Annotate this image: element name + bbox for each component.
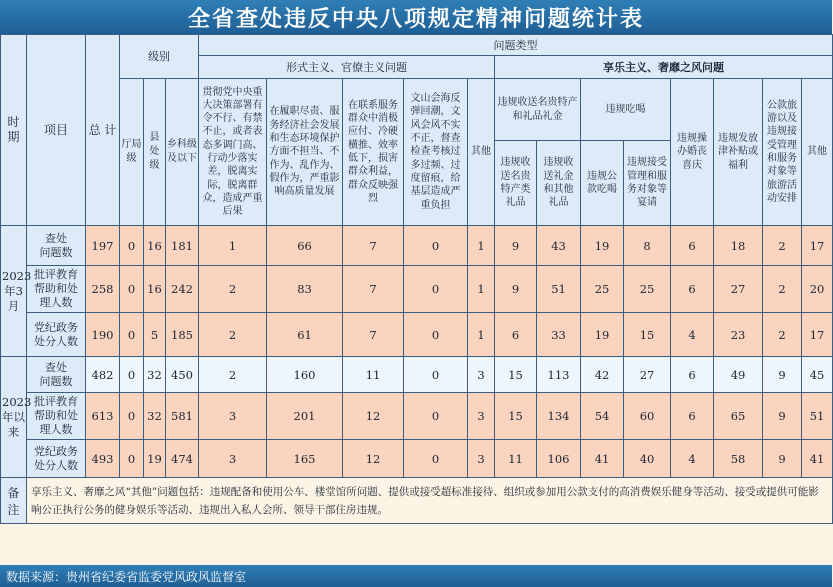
- value-cell: 0: [120, 226, 144, 266]
- value-cell: 11: [343, 357, 404, 393]
- value-cell: 1: [199, 226, 267, 266]
- table-row: [1, 357, 833, 393]
- header-formalism-service: 在联系服务群众中消极应付、冷硬横推、效率低下，损害群众利益，群众反映强烈: [343, 79, 404, 226]
- value-cell: 2: [199, 357, 267, 393]
- value-cell: 3: [199, 440, 267, 478]
- value-cell: 493: [86, 440, 120, 478]
- table-row: [1, 440, 833, 478]
- value-cell: 8: [624, 226, 671, 266]
- value-cell: 0: [404, 266, 468, 313]
- header-period: 时期: [1, 35, 27, 226]
- header-dining-public: 违规公款吃喝: [581, 141, 624, 226]
- value-cell: 181: [166, 226, 199, 266]
- value-cell: 25: [624, 266, 671, 313]
- value-cell: 3: [468, 357, 495, 393]
- note-row: [1, 478, 833, 524]
- source-bar: [0, 565, 832, 587]
- value-cell: 613: [86, 393, 120, 440]
- value-cell: 15: [495, 393, 537, 440]
- value-cell: 9: [763, 357, 802, 393]
- value-cell: 83: [267, 266, 343, 313]
- header-problem-type: 问题类型: [199, 35, 833, 56]
- table-row: [1, 266, 833, 313]
- value-cell: 0: [404, 226, 468, 266]
- value-cell: 19: [581, 226, 624, 266]
- row-item-label: 党纪政务 处分人数: [27, 313, 86, 357]
- value-cell: 61: [267, 313, 343, 357]
- header-formalism-other: 其他: [468, 79, 495, 226]
- value-cell: 33: [537, 313, 581, 357]
- value-cell: 6: [671, 357, 714, 393]
- value-cell: 0: [120, 393, 144, 440]
- value-cell: 474: [166, 440, 199, 478]
- row-item-label: 查处 问题数: [27, 357, 86, 393]
- table-row: [1, 313, 833, 357]
- value-cell: 15: [624, 313, 671, 357]
- value-cell: 4: [671, 313, 714, 357]
- header-weddings: 违规操办婚丧喜庆: [671, 79, 714, 226]
- value-cell: 482: [86, 357, 120, 393]
- value-cell: 450: [166, 357, 199, 393]
- header-formalism-decisions: 贯彻党中央重大决策部署有令不行、有禁不止，或者表态多调门高、行动少落实差，脱离实际，脱离群众，造成严重后果: [199, 79, 267, 226]
- value-cell: 49: [714, 357, 763, 393]
- header-gifts-specialty: 违规收送名贵特产类礼品: [495, 141, 537, 226]
- value-cell: 32: [144, 393, 166, 440]
- value-cell: 19: [144, 440, 166, 478]
- value-cell: 27: [714, 266, 763, 313]
- value-cell: 6: [671, 393, 714, 440]
- value-cell: 1: [468, 226, 495, 266]
- value-cell: 41: [581, 440, 624, 478]
- value-cell: 58: [714, 440, 763, 478]
- value-cell: 9: [763, 440, 802, 478]
- value-cell: 165: [267, 440, 343, 478]
- table-row: [1, 226, 833, 266]
- value-cell: 6: [671, 226, 714, 266]
- value-cell: 15: [495, 357, 537, 393]
- value-cell: 41: [802, 440, 833, 478]
- value-cell: 60: [624, 393, 671, 440]
- value-cell: 0: [404, 357, 468, 393]
- value-cell: 3: [468, 440, 495, 478]
- row-item-label: 党纪政务 处分人数: [27, 440, 86, 478]
- table-row: [1, 393, 833, 440]
- value-cell: 2: [199, 313, 267, 357]
- row-item-label: 批评教育 帮助和处 理人数: [27, 266, 86, 313]
- header-subsidies: 违规发放津补贴或福利: [714, 79, 763, 226]
- value-cell: 0: [404, 440, 468, 478]
- value-cell: 65: [714, 393, 763, 440]
- header-formalism-meetings: 文山会海反弹回潮，文风会风不实不正，督查检查考核过多过频、过度留痕，给基层造成严重负担: [404, 79, 468, 226]
- value-cell: 3: [199, 393, 267, 440]
- header-gifts-cash: 违规收送礼金和其他礼品: [537, 141, 581, 226]
- header-level: 级别: [120, 35, 199, 79]
- row-item-label: 批评教育 帮助和处 理人数: [27, 393, 86, 440]
- value-cell: 0: [120, 266, 144, 313]
- value-cell: 25: [581, 266, 624, 313]
- value-cell: 19: [581, 313, 624, 357]
- value-cell: 0: [404, 393, 468, 440]
- value-cell: 0: [120, 357, 144, 393]
- value-cell: 43: [537, 226, 581, 266]
- value-cell: 16: [144, 266, 166, 313]
- value-cell: 3: [468, 393, 495, 440]
- value-cell: 40: [624, 440, 671, 478]
- header-hedonism: 享乐主义、奢靡之风问题: [495, 56, 833, 79]
- header-hedonism-other: 其他: [802, 79, 833, 226]
- value-cell: 16: [144, 226, 166, 266]
- note-text: 享乐主义、奢靡之风“其他”问题包括：违规配备和使用公车、楼堂馆所问题、提供或接受超标准接待、组织或参加用公款支付的高消费娱乐健身等活动、接受或提供可能影响公正执行公务的健身娱乐等活动、违规出入私人会所、领导干部住房违规。: [27, 478, 833, 524]
- statistics-table: [0, 34, 833, 524]
- header-dining-banquet: 违规接受管理和服务对象等宴请: [624, 141, 671, 226]
- value-cell: 201: [267, 393, 343, 440]
- header-formalism: 形式主义、官僚主义问题: [199, 56, 495, 79]
- value-cell: 185: [166, 313, 199, 357]
- value-cell: 42: [581, 357, 624, 393]
- value-cell: 2: [199, 266, 267, 313]
- value-cell: 7: [343, 266, 404, 313]
- value-cell: 66: [267, 226, 343, 266]
- value-cell: 134: [537, 393, 581, 440]
- value-cell: 9: [495, 266, 537, 313]
- header-total: 总 计: [86, 35, 120, 226]
- header-formalism-duty: 在履职尽责、服务经济社会发展和生态环境保护方面不担当、不作为、乱作为、假作为，严重影响高质量发展: [267, 79, 343, 226]
- header-tourism: 公款旅游以及违规接受管理和服务对象等旅游活动安排: [763, 79, 802, 226]
- value-cell: 1: [468, 313, 495, 357]
- value-cell: 5: [144, 313, 166, 357]
- header-level-township: 乡科级及以下: [166, 79, 199, 226]
- value-cell: 581: [166, 393, 199, 440]
- value-cell: 197: [86, 226, 120, 266]
- row-item-label: 查处 问题数: [27, 226, 86, 266]
- value-cell: 12: [343, 393, 404, 440]
- value-cell: 0: [120, 440, 144, 478]
- value-cell: 7: [343, 313, 404, 357]
- value-cell: 51: [537, 266, 581, 313]
- value-cell: 1: [468, 266, 495, 313]
- value-cell: 113: [537, 357, 581, 393]
- value-cell: 51: [802, 393, 833, 440]
- value-cell: 2: [763, 266, 802, 313]
- value-cell: 9: [495, 226, 537, 266]
- value-cell: 2: [763, 313, 802, 357]
- value-cell: 11: [495, 440, 537, 478]
- value-cell: 160: [267, 357, 343, 393]
- period-label: 2023 年以 来: [1, 357, 27, 478]
- value-cell: 7: [343, 226, 404, 266]
- value-cell: 242: [166, 266, 199, 313]
- header-level-bureau: 厅局级: [120, 79, 144, 226]
- value-cell: 2: [763, 226, 802, 266]
- value-cell: 6: [671, 266, 714, 313]
- value-cell: 27: [624, 357, 671, 393]
- value-cell: 54: [581, 393, 624, 440]
- header-gifts: 违规收送名贵特产和礼品礼金: [495, 79, 581, 141]
- value-cell: 17: [802, 226, 833, 266]
- value-cell: 258: [86, 266, 120, 313]
- data-source: 数据来源：贵州省纪委省监委党风政风监督室: [6, 569, 247, 584]
- value-cell: 45: [802, 357, 833, 393]
- value-cell: 0: [404, 313, 468, 357]
- value-cell: 32: [144, 357, 166, 393]
- header-item: 项目: [27, 35, 86, 226]
- value-cell: 190: [86, 313, 120, 357]
- value-cell: 20: [802, 266, 833, 313]
- value-cell: 23: [714, 313, 763, 357]
- period-label: 2023 年3 月: [1, 226, 27, 357]
- title-bar: [0, 0, 832, 34]
- value-cell: 4: [671, 440, 714, 478]
- value-cell: 0: [120, 313, 144, 357]
- header-dining: 违规吃喝: [581, 79, 671, 141]
- value-cell: 18: [714, 226, 763, 266]
- value-cell: 106: [537, 440, 581, 478]
- header-level-county: 县处级: [144, 79, 166, 226]
- value-cell: 9: [763, 393, 802, 440]
- value-cell: 12: [343, 440, 404, 478]
- value-cell: 17: [802, 313, 833, 357]
- page-title: 全省查处违反中央八项规定精神问题统计表: [187, 6, 644, 32]
- note-label: 备注: [1, 478, 27, 524]
- value-cell: 6: [495, 313, 537, 357]
